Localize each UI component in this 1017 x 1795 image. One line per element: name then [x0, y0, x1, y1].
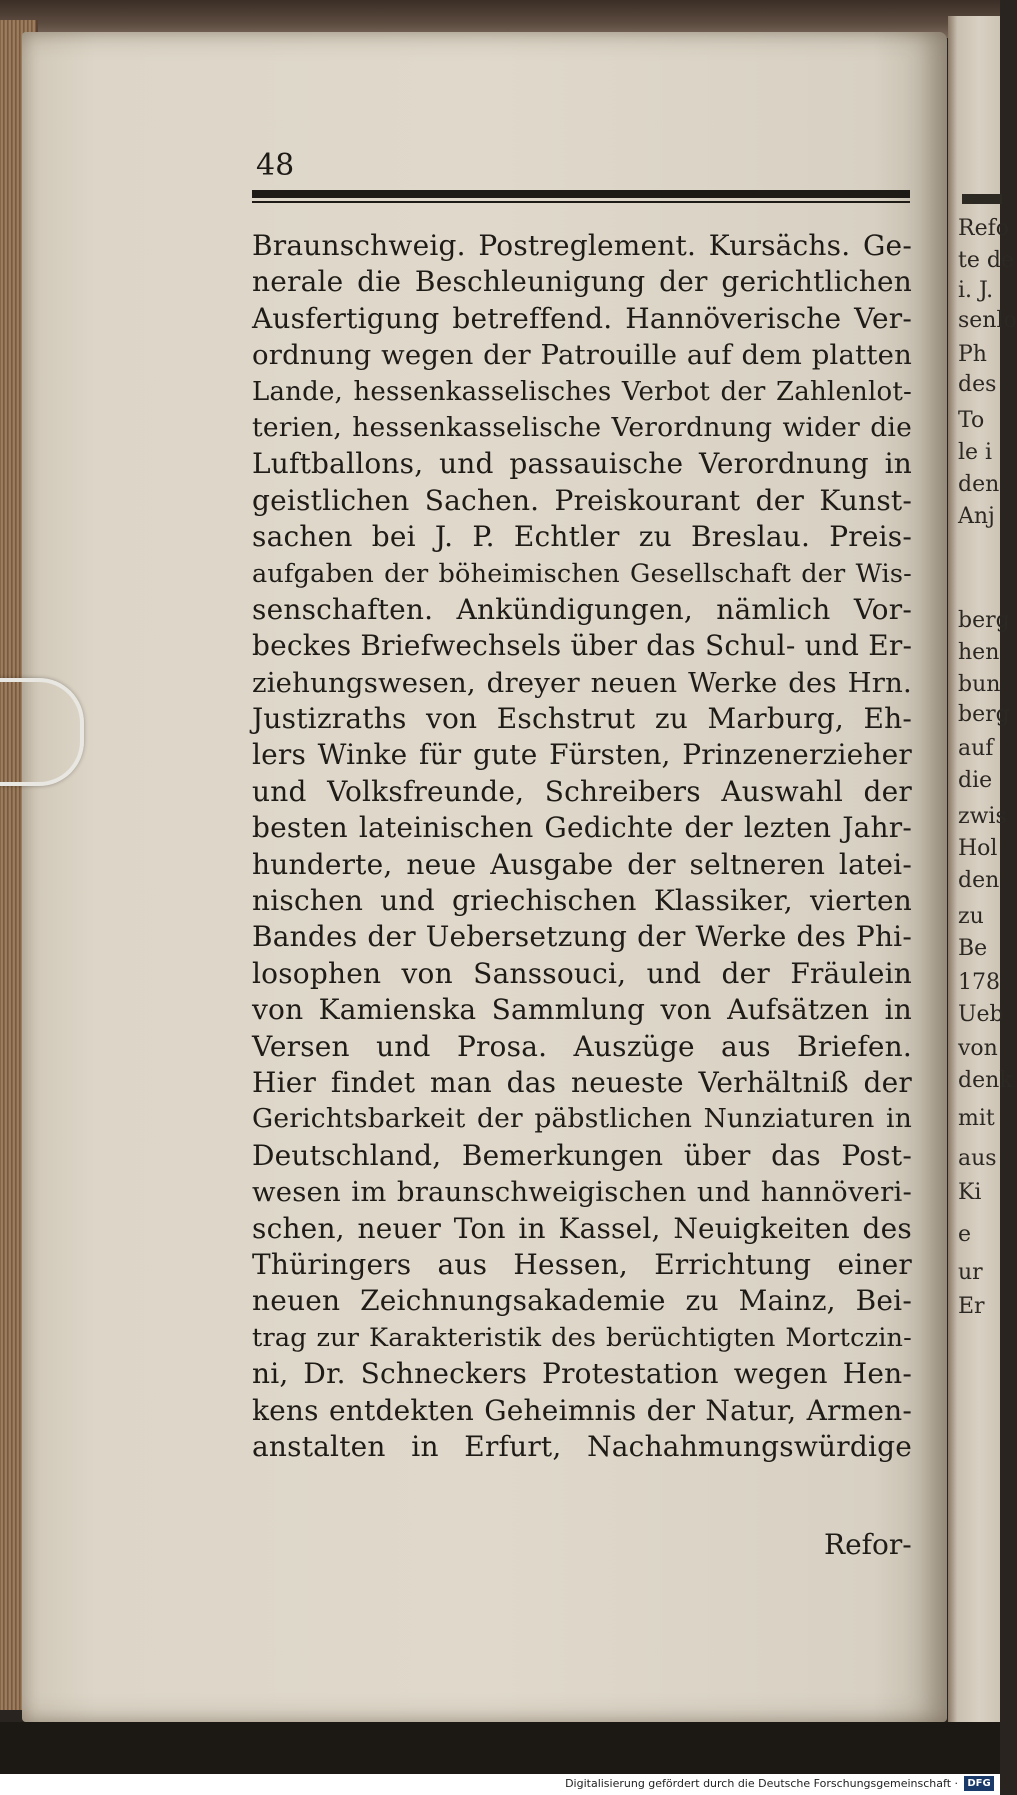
text-line: ni, Dr. Schneckers Protestation wegen Hen- [252, 1357, 912, 1391]
text-line: Bandes der Uebersetzung der Werke des Phi- [252, 920, 912, 954]
text-line: und Volksfreunde, Schreibers Auswahl der [252, 774, 912, 808]
facing-page-fragment: zwis [958, 804, 1007, 829]
text-line: senschaften. Ankündigungen, nämlich Vor- [252, 592, 912, 626]
text-line: Versen und Prosa. Auszüge aus Briefen. [252, 1029, 912, 1063]
footer-strip [0, 1774, 1000, 1795]
facing-page-fragment: berg [958, 608, 1010, 633]
text-line: geistlichen Sachen. Preiskourant der Kunst- [252, 483, 912, 517]
page-number: 48 [256, 148, 295, 183]
clip-mark [0, 678, 84, 786]
facing-page-fragment: die [958, 768, 993, 793]
text-line: trag zur Karakteristik des berüchtigten Mortczin- [252, 1322, 912, 1353]
header-rule-thin [252, 201, 910, 203]
dfg-logo: DFG [964, 1776, 994, 1791]
facing-page-fragment: aus [958, 1146, 997, 1171]
facing-page-fragment: bun [958, 672, 1001, 697]
text-line: Deutschland, Bemerkungen über das Post- [252, 1138, 912, 1172]
text-line: von Kamienska Sammlung von Aufsätzen in [252, 993, 912, 1027]
text-line: sachen bei J. P. Echtler zu Breslau. Preis- [252, 520, 912, 554]
text-line: terien, hessenkasselische Verordnung wider die [252, 411, 912, 443]
facing-page-fragment: Refo [958, 216, 1009, 241]
scan-bottom-band [0, 1722, 1000, 1774]
facing-page-fragment: von [958, 1036, 998, 1061]
facing-page-fragment: berg [958, 702, 1010, 727]
text-line: ordnung wegen der Patrouille auf dem platten [252, 339, 912, 372]
header-rule-thick [252, 190, 910, 198]
text-line: hunderte, neue Ausgabe der seltneren latei- [252, 847, 912, 881]
digitization-credit: Digitalisierung gefördert durch die Deutsche Forschungsgemeinschaft · [565, 1777, 958, 1790]
facing-page-fragment: Ki [958, 1180, 982, 1205]
facing-page-fragment: To [958, 408, 985, 433]
facing-page-fragment: te de [958, 248, 1014, 273]
text-line: Thüringers aus Hessen, Errichtung einer [252, 1247, 912, 1281]
body-text [252, 228, 912, 1465]
facing-page-fragment: i. J. [958, 278, 994, 303]
facing-page [948, 16, 1017, 1736]
facing-page-fragment: senlo [958, 308, 1017, 333]
facing-page-fragment: Ueb [958, 1002, 1004, 1027]
facing-page-fragment: Anj [958, 504, 995, 529]
header-rule [252, 190, 910, 204]
facing-page-fragment: Be [958, 936, 988, 961]
facing-page-fragment: zu [958, 904, 984, 929]
facing-page-rule [962, 194, 1002, 204]
facing-page-fragment: des [958, 372, 997, 397]
text-line: lers Winke für gute Fürsten, Prinzenerzieher [252, 738, 912, 772]
text-line: ziehungswesen, dreyer neuen Werke des Hrn. [252, 666, 912, 699]
facing-page-fragment: le i [958, 440, 993, 465]
facing-page-fragment: ur [958, 1260, 983, 1285]
facing-page-fragment: e [958, 1222, 972, 1247]
facing-page-fragment: Ph [958, 342, 987, 367]
text-line: Justizraths von Eschstrut zu Marburg, Eh- [252, 702, 912, 736]
text-line: Braunschweig. Postreglement. Kursächs. Ge- [252, 229, 912, 262]
text-line: Ausfertigung betreffend. Hannöverische Ver- [252, 301, 912, 335]
text-line: aufgaben der böheimischen Gesellschaft der Wis- [252, 558, 912, 589]
text-line: anstalten in Erfurt, Nachahmungswürdige [252, 1429, 912, 1463]
facing-page-fragment: denk [958, 1068, 1013, 1093]
text-line: losophen von Sanssouci, und der Fräulein [252, 956, 912, 990]
text-line: kens entdekten Geheimnis der Natur, Armen- [252, 1393, 912, 1427]
text-line: beckes Briefwechsels über das Schul- und Er- [252, 629, 913, 663]
text-line: Hier findet man das neueste Verhältniß der [252, 1065, 912, 1099]
text-line: nischen und griechischen Klassiker, vierten [252, 884, 912, 918]
text-line: schen, neuer Ton in Kassel, Neuigkeiten des [252, 1211, 912, 1245]
text-line: besten lateinischen Gedichte der lezten Jahr- [252, 811, 912, 845]
facing-page-fragment: Er [958, 1294, 985, 1319]
facing-page-fragment: den [958, 472, 1000, 497]
text-line: Lande, hessenkasselisches Verbot der Zahlenlot- [252, 376, 912, 407]
facing-page-fragment: auf [958, 736, 994, 761]
facing-page-fragment: Hol [958, 836, 998, 861]
text-line: wesen im braunschweigischen und hannöveri- [252, 1176, 912, 1209]
catchword: Refor- [824, 1528, 912, 1561]
facing-page-fragment: hen [958, 640, 1000, 665]
text-line: nerale die Beschleunigung der gerichtlichen [252, 265, 912, 299]
text-line: neuen Zeichnungsakademie zu Mainz, Bei- [252, 1284, 912, 1318]
facing-page-fragment: mit [958, 1106, 995, 1131]
text-line: Luftballons, und passauische Verordnung in [252, 447, 912, 481]
text-line: Gerichtsbarkeit der päbstlichen Nunziaturen in [252, 1103, 912, 1135]
facing-page-fragment: 178 [958, 970, 1000, 995]
facing-page-fragment: den [958, 868, 1000, 893]
